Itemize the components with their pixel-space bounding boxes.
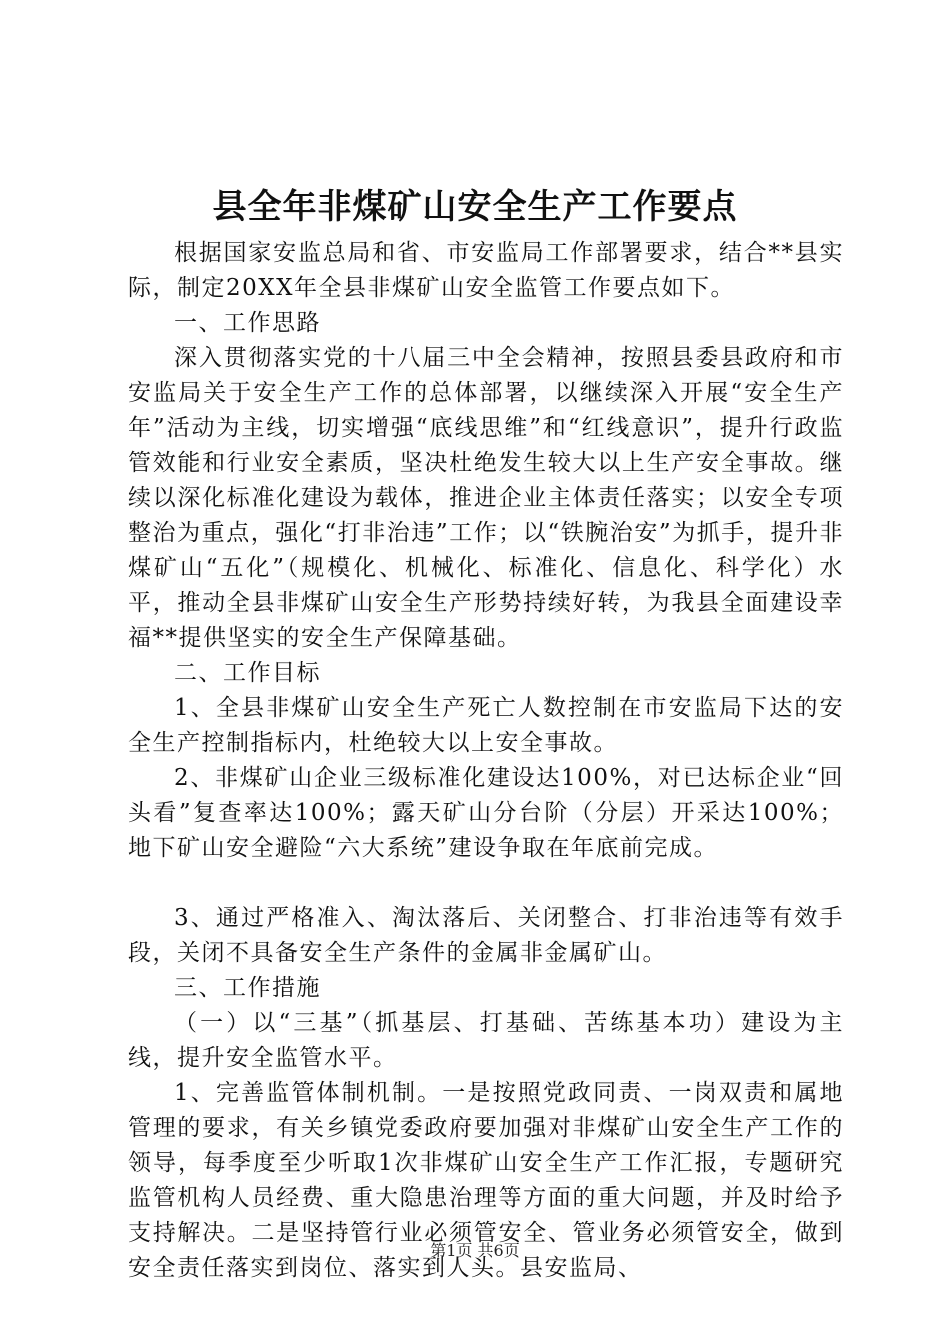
goal-item-3: 3、通过严格准入、淘汰落后、关闭整合、打非治违等有效手段，关闭不具备安全生产条件的金属非金属矿山。 [128,905,844,966]
work-approach-paragraph: 深入贯彻落实党的十八届三中全会精神，按照县委县政府和市安监局关于安全生产工作的总体部署，以继续深入开展“安全生产年”活动为主线，切实增强“底线思维”和“红线意识”，提升行政监管效能和行业安全素质，坚决杜绝发生较大以上生产安全事故。继续以深化标准化建设为载体，推进企业主体责任落实；以安全专项整治为重点，强化“打非治违”工作；以“铁腕治安”为抓手，提升非煤矿山“五化”（规模化、机械化、标准化、信息化、科学化）水平，推动全县非煤矿山安全生产形势持续好转，为我县全面建设幸福**提供坚实的安全生产保障基础。 [128,345,844,651]
page-footer: 第1页 共6页 [430,1241,520,1260]
blank-line [128,866,844,901]
measures-subheading-1: （一）以“三基”（抓基层、打基础、苦练基本功）建设为主线，提升安全监管水平。 [128,1010,844,1071]
goal-item-1: 1、全县非煤矿山安全生产死亡人数控制在市安监局下达的安全生产控制指标内，杜绝较大以上安全事故。 [128,695,844,756]
document-title: 县全年非煤矿山安全生产工作要点 [212,187,738,227]
section-heading-work-approach: 一、工作思路 [174,310,321,336]
measure-item-1: 1、完善监管体制机制。一是按照党政同责、一岗双责和属地管理的要求，有关乡镇党委政府要加强对非煤矿山安全生产工作的领导，每季度至少听取1次非煤矿山安全生产工作汇报，专题研究监管机构人员经费、重大隐患治理等方面的重大问题，并及时给予支持解决。二是坚持管行业必须管安全、管业务必须管安全，做到安全责任落实到岗位、落实到人头。县安监局、 [128,1080,844,1281]
section-heading-work-measures: 三、工作措施 [174,975,321,1001]
document-body [128,236,844,1286]
section-heading-work-goals: 二、工作目标 [174,660,321,686]
intro-paragraph: 根据国家安监总局和省、市安监局工作部署要求，结合**县实际，制定20XX年全县非煤矿山安全监管工作要点如下。 [128,240,844,301]
goal-item-2: 2、非煤矿山企业三级标准化建设达100%，对已达标企业“回头看”复查率达100%；露天矿山分台阶（分层）开采达100%；地下矿山安全避险“六大系统”建设争取在年底前完成。 [128,765,844,861]
